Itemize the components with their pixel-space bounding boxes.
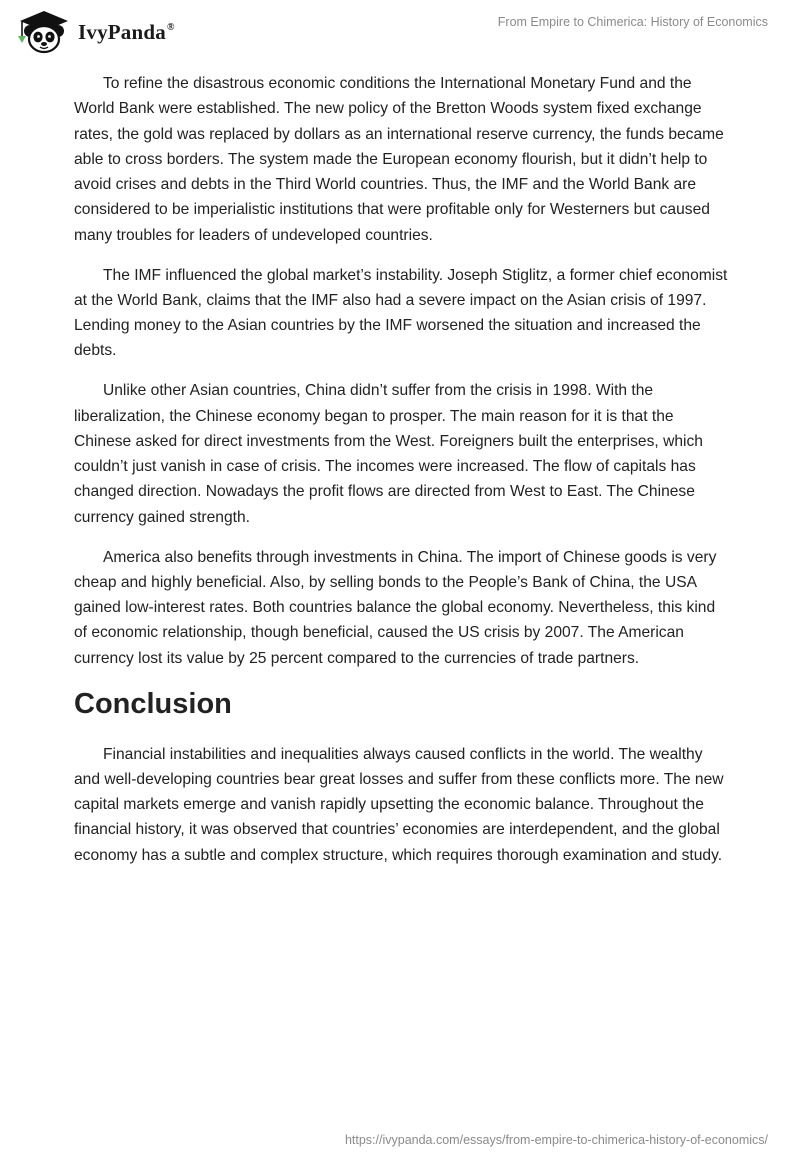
source-url[interactable]: https://ivypanda.com/essays/from-empire-to-chimerica-history-of-economics/ [344,1133,768,1147]
body-paragraph: America also benefits through investments in China. The import of Chinese goods is very cheap and highly beneficial. Also, by selling bonds to the People’s Bank of China, the USA gained low-interest rates. Both countries balance the global economy. Nevertheless, this kind of economic relationship, though beneficial, caused the US crisis by 2007. The American currency lost its value by 25 percent compared to the currencies of trade partners. [74,548,717,667]
body-paragraph: To refine the disastrous economic conditions the International Monetary Fund and the World Bank were established. The new policy of the Bretton Woods system fixed exchange rates, the gold was replaced by dollars as an international reserve currency, the funds became able to cross borders. The system made the European economy flourish, but it didn’t help to avoid crises and debts in the Third World countries. Thus, the IMF and the World Bank are considered to be imperialistic institutions that were profitable only for Westerners but caused many troubles for leaders of undeveloped countries. [74,75,724,244]
body-paragraph: Unlike other Asian countries, China didn’t suffer from the crisis in 1998. With the liberalization, the Chinese economy began to prosper. The main reason for it is that the Chinese asked for direct investments from the West. Foreigners built the enterprises, which couldn’t just vanish in case of crisis. The incomes were increased. The flow of capitals has changed direction. Nowadays the profit flows are directed from West to East. The Chinese currency gained strength. [74,382,703,526]
brand-name: IvyPanda® [78,19,175,44]
body-paragraph: The IMF influenced the global market’s instability. Joseph Stiglitz, a former chief economist at the World Bank, claims that the IMF also had a severe impact on the Asian crisis of 1997. Lending money to the Asian countries by the IMF worsened the situation and increased the debts. [74,266,728,360]
conclusion-heading: Conclusion [74,687,232,720]
page-header [0,0,800,60]
document-title: From Empire to Chimerica: History of Economics [497,15,768,29]
ivypanda-logo[interactable] [14,8,175,54]
essay-content [74,71,730,883]
conclusion-paragraph: Financial instabilities and inequalities always caused conflicts in the world. The wealthy and well-developing countries bear great losses and suffer from these conflicts more. The new capital markets emerge and vanish rapidly upsetting the economic balance. Throughout the financial history, it was observed that countries’ economies are interdependent, and the global economy has a subtle and complex structure, which requires thorough examination and study. [74,745,724,864]
panda-graduation-cap-icon [14,8,74,54]
